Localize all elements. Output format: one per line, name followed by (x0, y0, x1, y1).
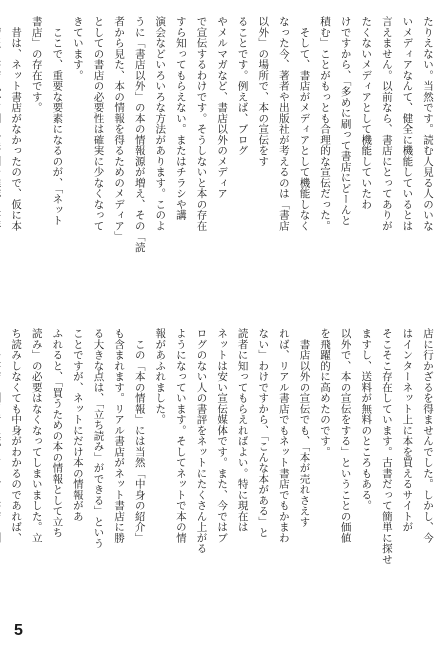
text-line: たりえない。当然です。読む人見る人のいな (422, 16, 434, 231)
text-line: 書店以外の宣伝でも、「本が売れさえす (298, 328, 311, 527)
text-line: ようになっています。そしてネットで本の情 (174, 328, 187, 543)
text-line: 書店」の存在です。 (30, 16, 43, 113)
text-line: ない」わけですから、「こんな本がある」と (257, 328, 270, 538)
text-line: やメルマガなど、書店以外のメディア (216, 16, 229, 199)
text-line: 店に行かざるを得ませんでした。しかし、今 (422, 328, 434, 543)
text-line: 演会などいろいろな方法があります。このよ (154, 16, 167, 231)
top-text-block (10, 16, 438, 302)
text-line: れば、リアル書店でもネット書店でもかまわ (277, 328, 290, 543)
text-line: すら知ってもらえない。またはチラシや講 (174, 16, 187, 221)
text-line: けですから、「多めに刷って書店にどーんと (339, 16, 352, 226)
text-line: 以外」の場所で、本の宣伝をす (257, 16, 270, 167)
text-line: で宣伝するわけです。そうしないと本の存在 (195, 16, 208, 231)
page-number: 5 (14, 622, 23, 639)
text-line: いメディアなんて、健全に機能しているとは (401, 16, 414, 231)
text-line: ことですが、ネットにだけ本の情報があ (71, 328, 84, 522)
text-line: ログのない人の書評をネットにたくさん上がる (195, 328, 208, 554)
text-line: 読者に知ってもらえればよい。特に現在は (236, 328, 249, 533)
text-line: なった今、著者や出版社が考えるのは「書店 (277, 16, 290, 231)
text-line: ることです。例えば、ブログ (236, 16, 249, 156)
text-line: ち読みしなくても中身がわかるのであれば、 (10, 328, 23, 543)
text-line: ますし、送料が無料のところもある。 (360, 328, 373, 511)
text-line: 以外で、本の宣伝をする」ということの価値 (339, 328, 352, 543)
text-line: はインターネット上に本を買えるサイトが (401, 328, 414, 533)
text-line: そして、書店がメディアとして機能しなく (298, 16, 311, 231)
text-line: 言えません。以前なら、書店にとってありが (380, 16, 393, 231)
text-line (0, 328, 6, 614)
text-line: この「本の情報」には当然「中身の紹介」 (133, 328, 146, 543)
text-line: たくないメディアとして機能していたわ (360, 16, 373, 210)
text-line: きています。 (71, 16, 84, 81)
bottom-text-block (10, 328, 438, 614)
text-line: 積む」ことがもっとも合理的な宣伝だった。 (319, 16, 332, 231)
text-line: 報があふれました。 (154, 328, 167, 425)
text-line: も含まれます。リアル書店がネット書店に勝 (113, 328, 126, 543)
text-line: ここで、重要な要素になるのが、「ネット (51, 16, 64, 226)
text-line: る大きな点は、「立ち読み」ができる」という (92, 328, 105, 549)
text-line: 読み」の必要はなくなってしまいました。立 (30, 328, 43, 543)
text-line (0, 16, 6, 302)
text-line: 者から見た、本の情報を得るためのメディア」 (113, 16, 126, 242)
text-line: そこそこ存在しています。古書だって簡単に探せ (380, 328, 393, 565)
text-line: ふれると、「買うための本の情報として立ち (51, 328, 64, 538)
text-line: うに「書店以外」の本の情報源が増え、その「読 (133, 16, 146, 253)
text-line: としての書店の必要性は確実に少なくなって (92, 16, 105, 231)
text-line: を飛躍的に高めたのです。 (319, 328, 332, 457)
text-line: 昔は、ネット書店がなかったので、仮に本 (10, 16, 23, 231)
text-line: ネットは安い宣伝媒体です。また、今ではブ (216, 328, 229, 543)
